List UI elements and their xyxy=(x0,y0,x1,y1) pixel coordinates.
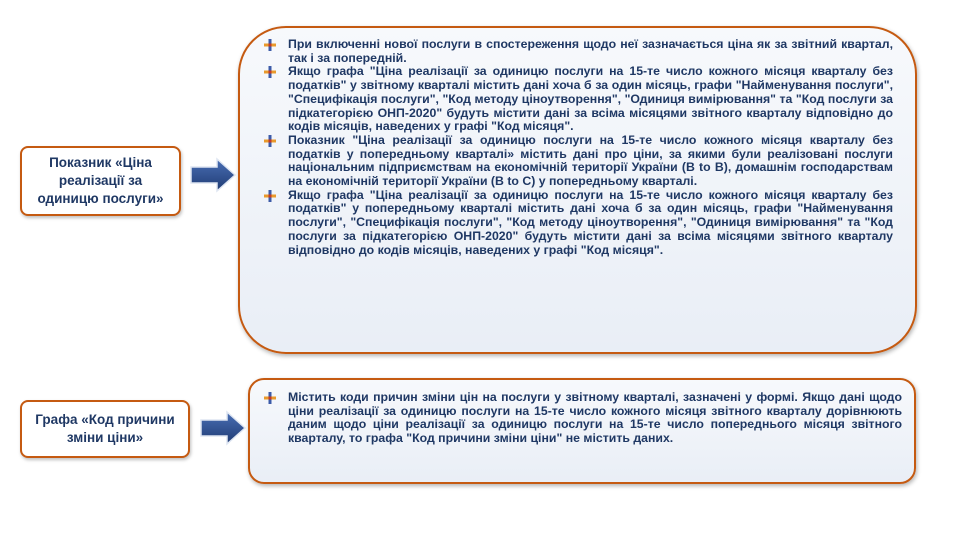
bullet-text: При включенні нової послуги в спостереження щодо неї зазначається ціна як за звітний квартал, так і за попередній. xyxy=(288,37,893,65)
right-arrow-icon xyxy=(199,410,247,446)
reason-code-bullet-list xyxy=(264,391,902,446)
list-item xyxy=(264,65,893,134)
sparkle-bullet-icon xyxy=(264,39,276,51)
bullet-text: Якщо графа "Ціна реалізації за одиницю послуги на 15-те число кожного місяця кварталу без податків" у звітному кварталі містить дані хоча б за один місяць, графи "Найменування послуги", "Специфікація послуги", "Код методу ціноутворення", "Одиниця вимірювання" та "Код послуги за підкатегорією ОНП-2020" будуть містити дані за всіма місяцями звітного кварталу відповідно до кодів місяців, наведених у графі "Код місяця". xyxy=(288,64,893,134)
bullet-text: Якщо графа "Ціна реалізації за одиницю послуги на 15-те число кожного місяця кварталу без податків" у попередньому кварталі містить дані хоча б за один місяць, графи "Найменування послуги", "Специфікація послуги", "Код методу ціноутворення", "Одиниця вимірювання" та "Код послуги за підкатегорією ОНП-2020" будуть містити дані за всіма місяцями звітного кварталу відповідно до кодів місяців, наведених у графі "Код місяця". xyxy=(288,187,893,257)
list-item xyxy=(264,391,902,446)
reason-code-label-text: Графа «Код причини зміни ціни» xyxy=(35,412,175,445)
reason-code-label xyxy=(20,400,190,458)
list-item xyxy=(264,189,893,258)
sparkle-bullet-icon xyxy=(264,392,276,404)
indicator-description-panel xyxy=(238,26,917,354)
bullet-text: Показник "Ціна реалізації за одиницю послуги на 15-те число кожного місяця кварталу без податків у попередньому кварталі» містить дані про ціни, за якими були реалізовані послуги національним підприємствам на економічній території України (B to B), домашнім господарствам на економічній території України (B to C) у попередньому кварталі. xyxy=(288,132,893,189)
sparkle-bullet-icon xyxy=(264,66,276,78)
list-item xyxy=(264,38,893,65)
right-arrow-icon xyxy=(189,157,237,193)
bullet-text: Містить коди причин зміни цін на послуги у звітному кварталі, зазначені у формі. Якщо дані щодо ціни реалізації за одиницю послуги на 15-те число кожного місяця звітного кварталу дорівнюють даним щодо ціни реалізації за одиницю послуги на 15-те число попереднього місяця звітного кварталу, то графа "Код причини зміни ціни" не містить даних. xyxy=(288,390,902,446)
list-item xyxy=(264,134,893,189)
indicator-bullet-list xyxy=(264,38,893,257)
reason-code-description-panel xyxy=(248,378,916,484)
sparkle-bullet-icon xyxy=(264,190,276,202)
indicator-label xyxy=(20,146,181,216)
sparkle-bullet-icon xyxy=(264,135,276,147)
indicator-label-text: Показник «Ціна реалізації за одиницю послуги» xyxy=(37,155,164,206)
